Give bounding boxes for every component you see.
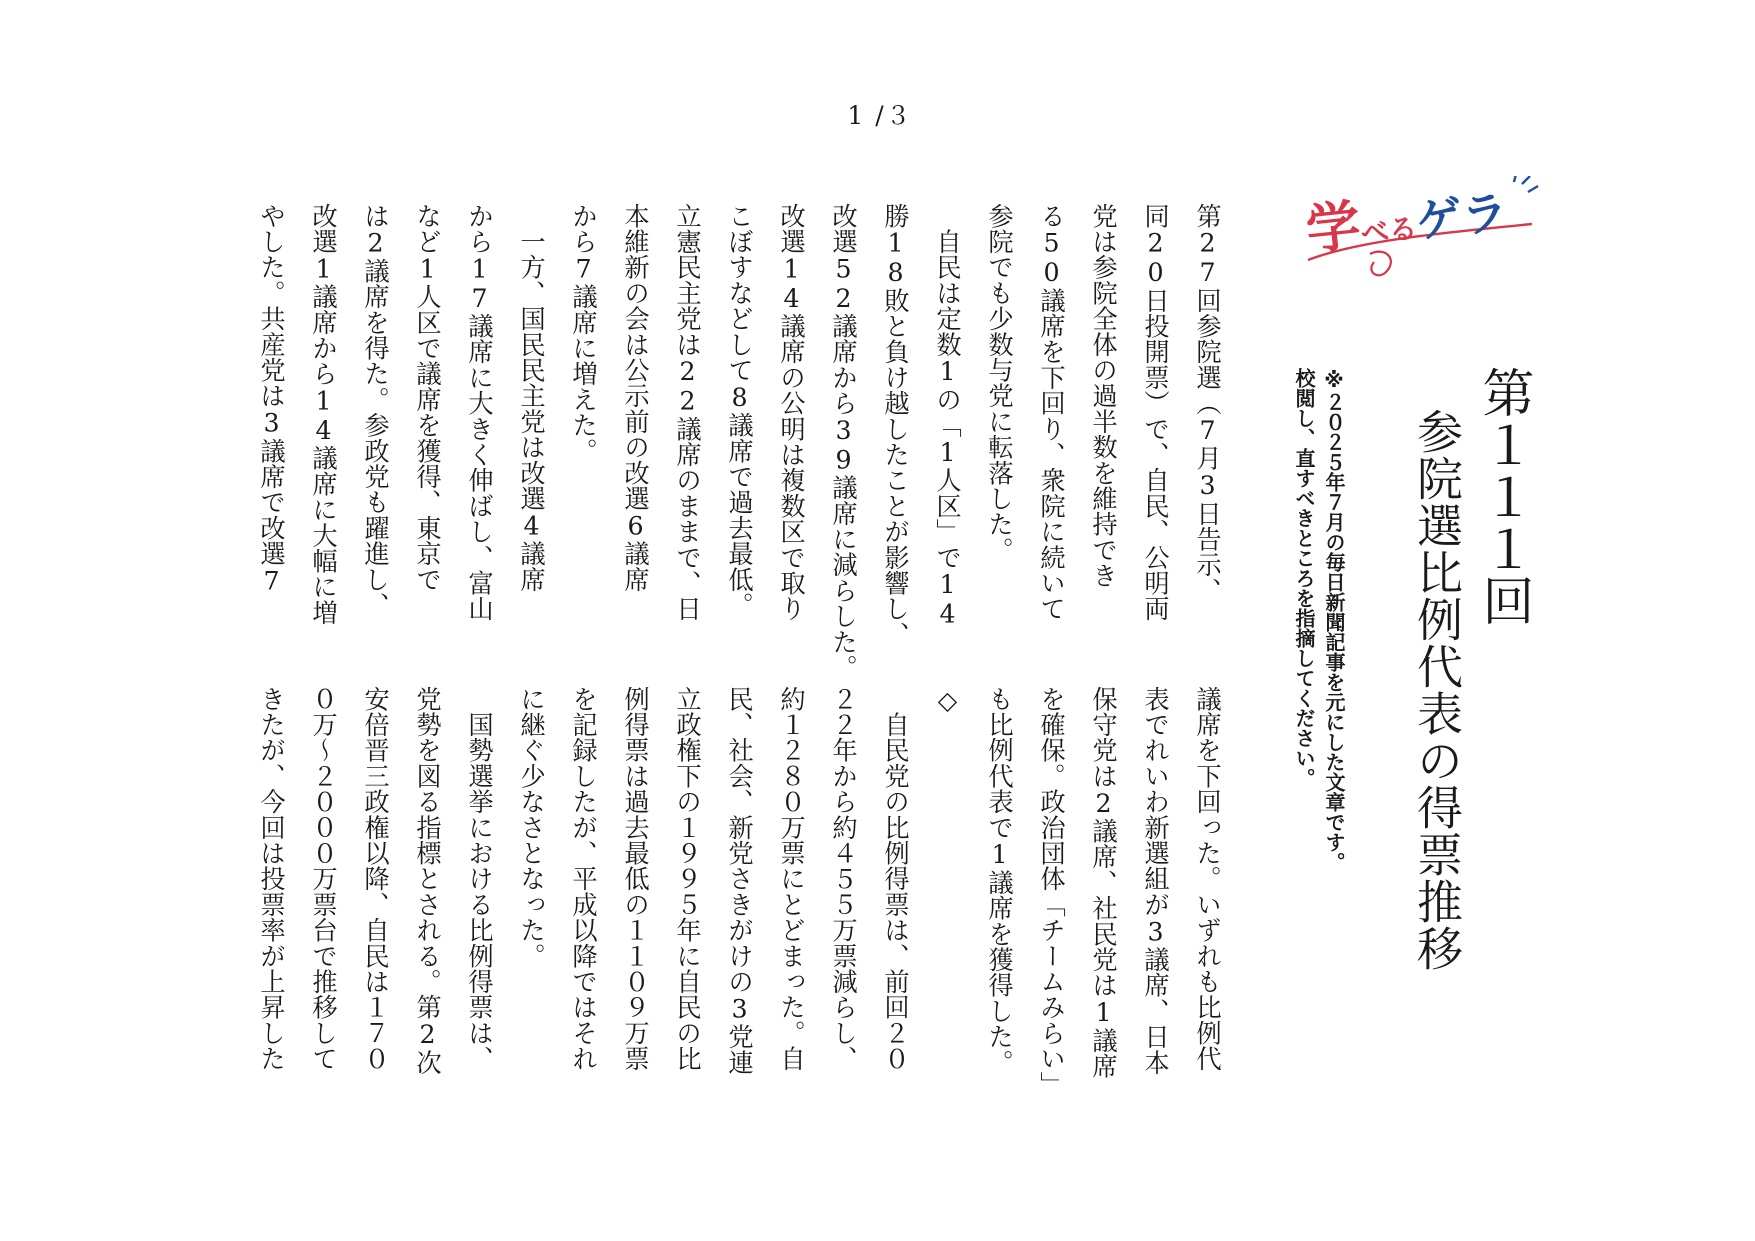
article-line: 自民党の比例得票は、前回２０ bbox=[881, 686, 910, 1072]
page-number: 1 /３ bbox=[847, 101, 913, 130]
article-line: から7議席に増えた。 bbox=[569, 203, 598, 464]
article-line: 改選14議席の公明は複数区で取り bbox=[777, 203, 806, 622]
article-line: など1人区で議席を獲得、東京で bbox=[413, 203, 442, 593]
article-line: 参院でも少数与党に転落した。 bbox=[985, 203, 1014, 563]
article-line: 約１２８０万票にとどまった。自 bbox=[777, 686, 806, 1072]
article-line: 勝18敗と負け越したことが影響し、 bbox=[881, 203, 910, 648]
logo-gaku: 学 bbox=[1303, 193, 1364, 262]
article-line: 表でれいわ新選組が3議席、日本 bbox=[1141, 686, 1170, 1076]
article-line: も比例代表で1議席を獲得した。 bbox=[985, 686, 1014, 1076]
title-number: 第１１１回 bbox=[1473, 366, 1533, 626]
article-line: 改選1議席から14議席に大幅に増 bbox=[309, 203, 338, 626]
article-line: 一方、国民民主党は改選4議席 bbox=[517, 203, 546, 593]
article-line: 党は参院全体の過半数を維持でき bbox=[1089, 203, 1118, 589]
article-line: 同20日投開票）で、自民、公明両 bbox=[1141, 203, 1170, 622]
logo bbox=[1300, 176, 1540, 286]
article-line: 民、社会、新党さきがけの3党連 bbox=[725, 686, 754, 1076]
article-line: 党勢を図る指標とされる。第2次 bbox=[413, 686, 442, 1076]
page-title: 参院選比例代表の得票推移 bbox=[1410, 408, 1464, 972]
article-line: 保守党は2議席、社民党は1議席 bbox=[1089, 686, 1118, 1079]
article-top-block bbox=[245, 203, 1233, 680]
article-line: 立政権下の１９９５年に自民の比 bbox=[673, 686, 702, 1072]
instruction-note bbox=[1259, 368, 1409, 872]
article-line: 自民は定数1の「1人区」で14 bbox=[933, 203, 962, 629]
article-bottom-block bbox=[245, 686, 1233, 1097]
article-line: に継ぐ少なさとなった。 bbox=[517, 686, 546, 969]
article-line: を確保。政治団体「チームみらい」 bbox=[1037, 686, 1066, 1098]
logo-gera: ゲラ bbox=[1413, 184, 1511, 249]
note-line-2: 校閲し、直すべきところを指摘してください。 bbox=[1292, 368, 1316, 788]
article-line: 例得票は過去最低の１１０９万票 bbox=[621, 686, 650, 1072]
article-line: 改選52議席から39議席に減らした。 bbox=[829, 203, 858, 681]
article-line: 議席を下回った。いずれも比例代 bbox=[1193, 686, 1222, 1072]
article-line: やした。共産党は3議席で改選7 bbox=[257, 203, 286, 596]
article-line: ２２年から約４５５万票減らし、 bbox=[829, 686, 858, 1072]
article-line: 本維新の会は公示前の改選6議席 bbox=[621, 203, 650, 593]
article-line: ０万～２０００万票台で推移して bbox=[309, 686, 338, 1072]
article-line: は2議席を得た。参政党も躍進し、 bbox=[361, 203, 390, 618]
article-line: 第27回参院選（7月3日告示、 bbox=[1193, 203, 1222, 604]
note-line-1: ※２０２５年７月の毎日新聞記事を元にした文章です。 bbox=[1322, 368, 1346, 872]
article-line: きたが、今回は投票率が上昇した bbox=[257, 686, 286, 1072]
article-line: こぼすなどして8議席で過去最低。 bbox=[725, 203, 754, 618]
logo-beru: べる bbox=[1359, 211, 1419, 251]
article-line: 安倍晋三政権以降、自民は１７０ bbox=[361, 686, 390, 1072]
article-line: ◇ bbox=[933, 686, 962, 716]
article-line: から17議席に大きく伸ばし、富山 bbox=[465, 203, 494, 622]
article-line: を記録したが、平成以降ではそれ bbox=[569, 686, 598, 1072]
article-line: 立憲民主党は22議席のままで、日 bbox=[673, 203, 702, 622]
article-line: る50議席を下回り、衆院に続いて bbox=[1037, 203, 1066, 622]
article-line: 国勢選挙における比例得票は、 bbox=[465, 686, 494, 1072]
